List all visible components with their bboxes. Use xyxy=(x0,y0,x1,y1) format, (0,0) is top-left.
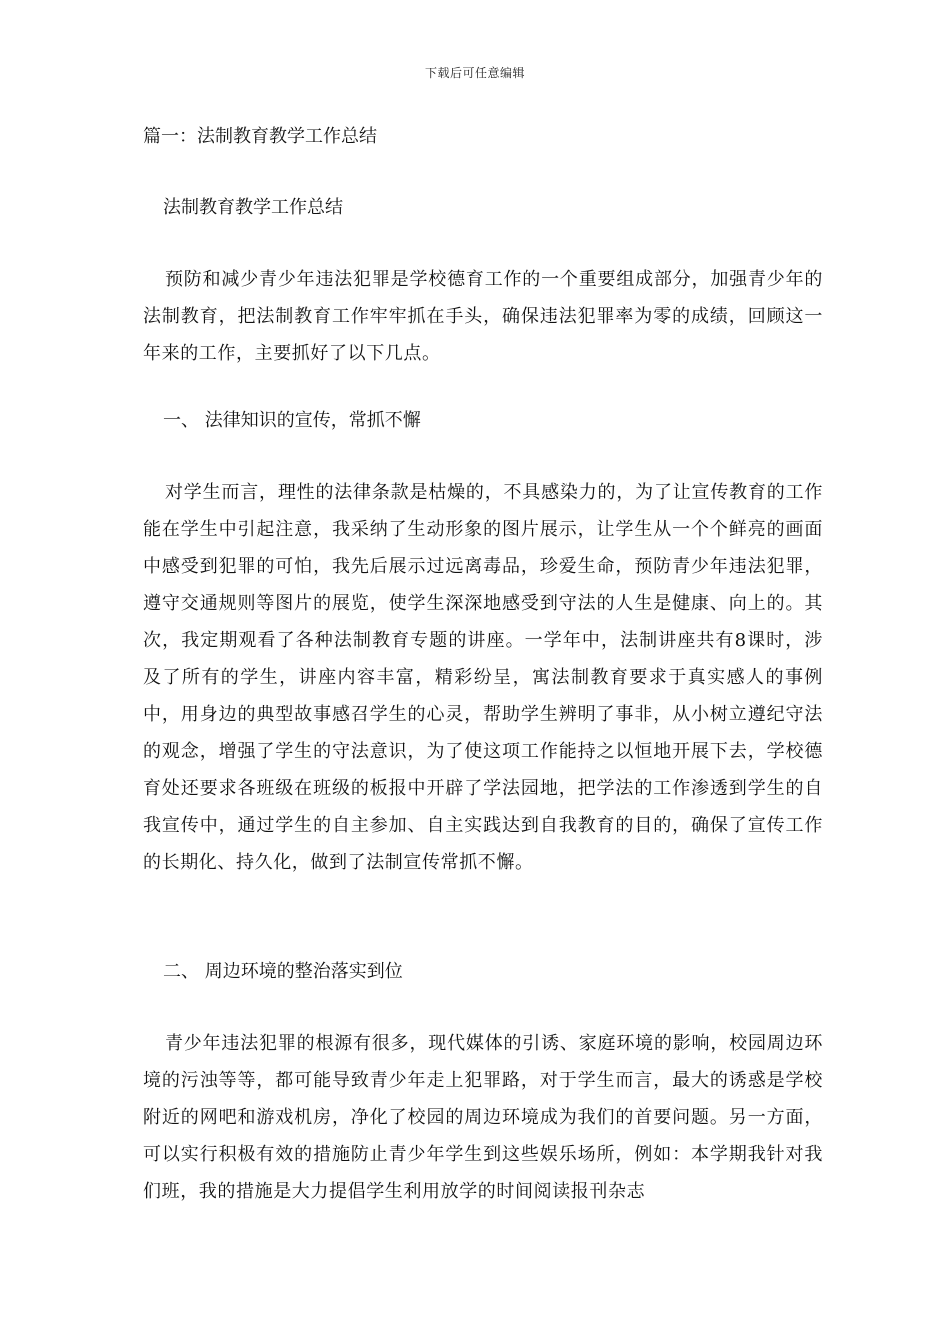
document-subtitle: 法制教育教学工作总结 xyxy=(163,197,343,218)
section-2-paragraph: 青少年违法犯罪的根源有很多，现代媒体的引诱、家庭环境的影响，校园周边环境的污浊等等，都可能导致青少年走上犯罪路，对于学生而言，最大的诱惑是学校附近的网吧和游戏机房，净化了校园的周边环境成为我们的首要问题。另一方面，可以实行积极有效的措施防止青少年学生到这些娱乐场所，例如：本学期我针对我们班，我的措施是大力提倡学生利用放学的时间阅读报刊杂志 xyxy=(143,1033,823,1202)
document-title: 篇一：法制教育教学工作总结 xyxy=(143,126,377,147)
section-2-heading: 二、 周边环境的整治落实到位 xyxy=(163,961,403,982)
section-1-paragraph: 对学生而言，理性的法律条款是枯燥的，不具感染力的，为了让宣传教育的工作能在学生中引起注意，我采纳了生动形象的图片展示，让学生从一个个鲜亮的画面中感受到犯罪的可怕，我先后展示过远离毒品，珍爱生命，预防青少年违法犯罪，遵守交通规则等图片的展览，使学生深深地感受到守法的人生是健康、向上的。其次，我定期观看了各种法制教育专题的讲座。一学年中，法制讲座共有8课时，涉及了所有的学生，讲座内容丰富，精彩纷呈，寓法制教育要求于真实感人的事例中，用身边的典型故事感召学生的心灵，帮助学生辨明了事非，从小树立遵纪守法的观念，增强了学生的守法意识，为了使这项工作能持之以恒地开展下去，学校德育处还要求各班级在班级的板报中开辟了学法园地，把学法的工作渗透到学生的自我宣传中，通过学生的自主参加、自主实践达到自我教育的目的，确保了宣传工作的长期化、持久化，做到了法制宣传常抓不懈。 xyxy=(143,482,823,873)
intro-paragraph: 预防和减少青少年违法犯罪是学校德育工作的一个重要组成部分，加强青少年的法制教育，把法制教育工作牢牢抓在手头，确保违法犯罪率为零的成绩，回顾这一年来的工作，主要抓好了以下几点。 xyxy=(143,269,823,364)
section-1-heading: 一、 法律知识的宣传，常抓不懈 xyxy=(163,410,421,431)
page-header: 下载后可任意编辑 xyxy=(424,66,525,80)
